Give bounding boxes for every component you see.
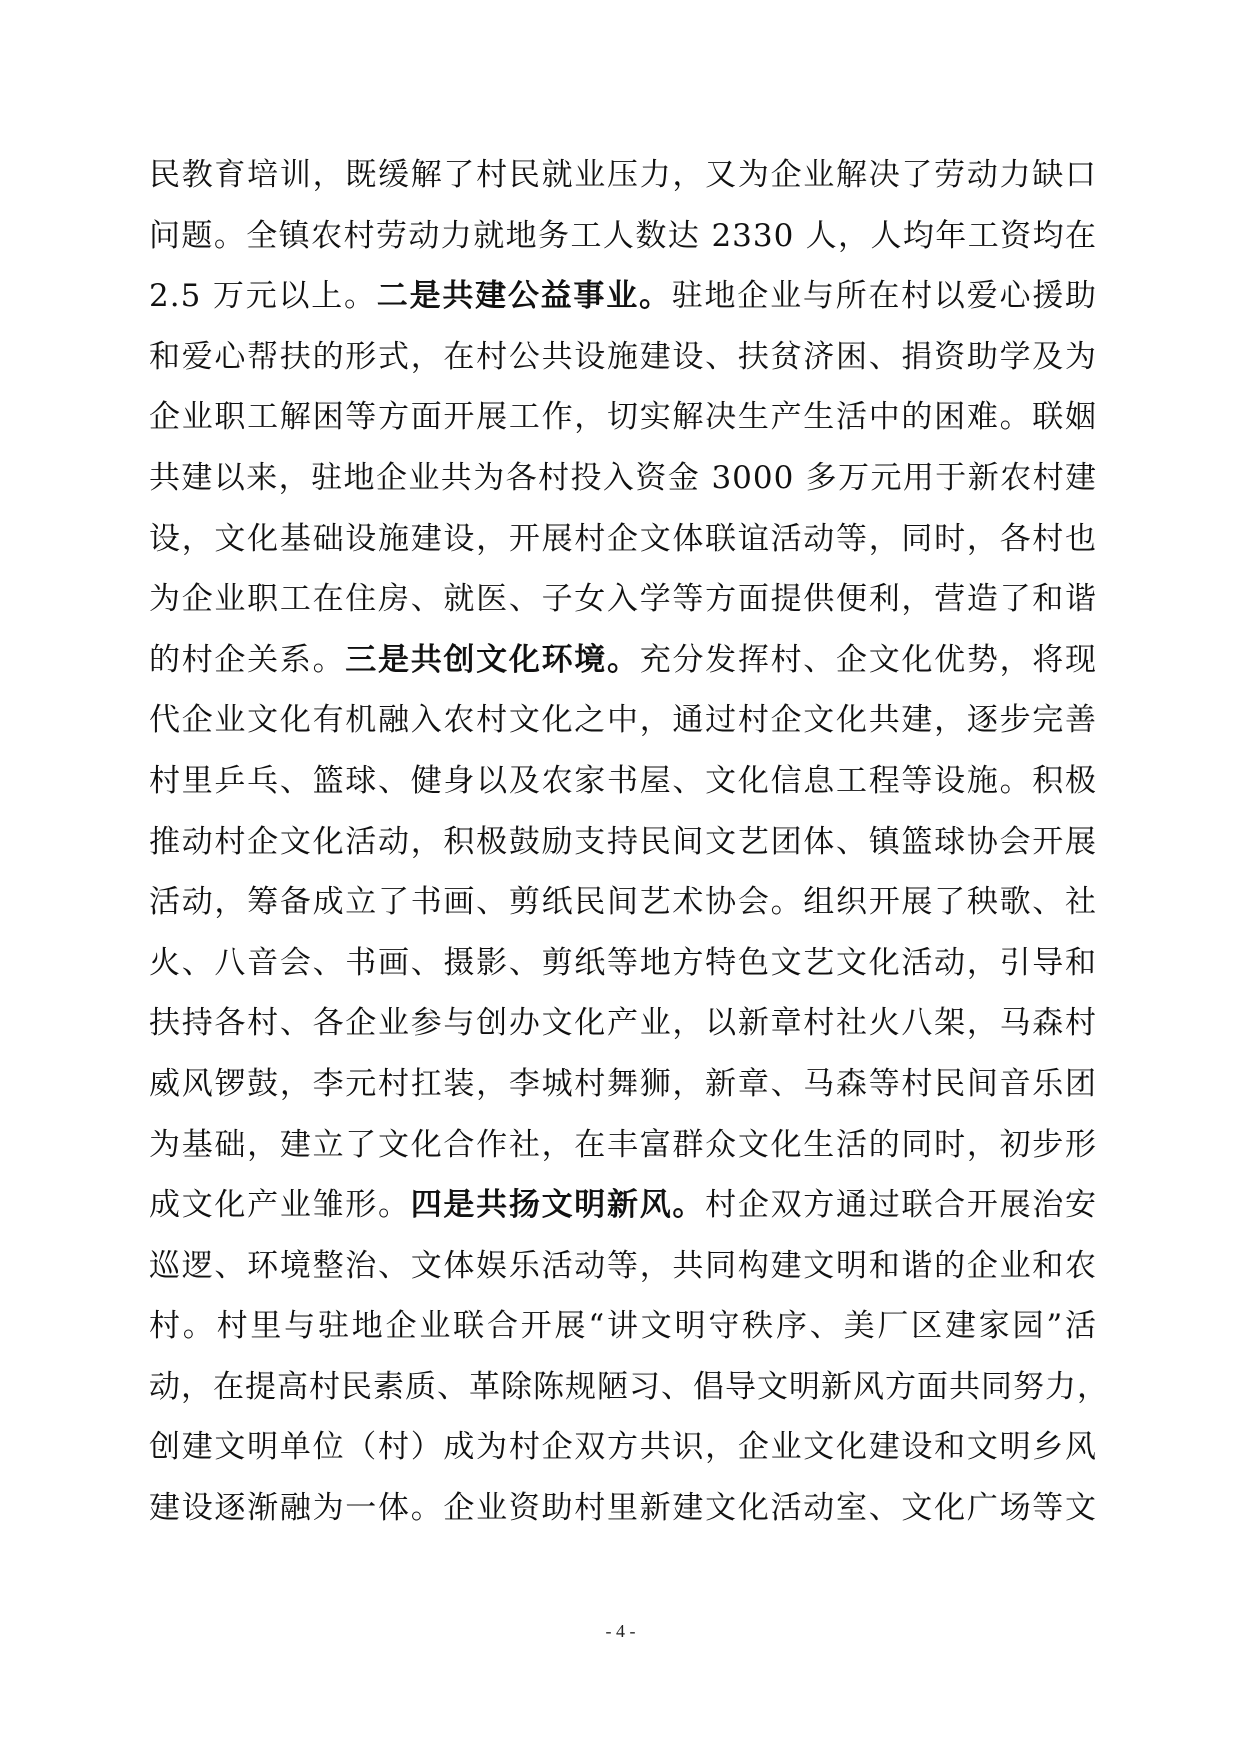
- text-segment: 动，在提高村民素质、革除陈规陋习、倡导文明新风方面共同努力，: [149, 1368, 1109, 1405]
- text-line: [149, 933, 1097, 994]
- text-line: [149, 206, 1097, 267]
- text-segment: 共建以来，驻地企业共为各村投入资金 3000 多万元用于新农村建: [149, 459, 1097, 496]
- text-segment: 扶持各村、各企业参与创办文化产业，以新章村社火八架，马森村: [149, 1005, 1097, 1042]
- text-segment: 充分发挥村、企文化优势，将现: [639, 641, 1098, 678]
- text-line: [149, 872, 1097, 933]
- bold-heading-phrase: 二是共建公益事业。: [376, 278, 672, 315]
- text-line: [149, 1054, 1097, 1115]
- text-line: [149, 690, 1097, 751]
- text-segment: 和爱心帮扶的形式，在村公共设施建设、扶贫济困、捐资助学及为: [149, 338, 1097, 375]
- text-segment: 为基础，建立了文化合作社，在丰富群众文化生活的同时，初步形: [149, 1126, 1097, 1163]
- text-line: [149, 812, 1097, 873]
- text-line: [149, 993, 1097, 1054]
- text-line: [149, 751, 1097, 812]
- text-segment: 活动，筹备成立了书画、剪纸民间艺术协会。组织开展了秧歌、社: [149, 884, 1097, 921]
- text-segment: 成文化产业雏形。: [149, 1187, 411, 1224]
- text-segment: 威风锣鼓，李元村扛装，李城村舞狮，新章、马森等村民间音乐团: [149, 1065, 1097, 1102]
- text-segment: 民教育培训，既缓解了村民就业压力，又为企业解决了劳动力缺口: [149, 157, 1097, 193]
- text-line: [149, 1478, 1097, 1539]
- document-body: [149, 145, 1109, 1539]
- text-line: [149, 509, 1097, 570]
- text-segment: 为企业职工在住房、就医、子女入学等方面提供便利，营造了和谐: [149, 581, 1097, 618]
- text-segment: 的村企关系。: [149, 641, 346, 678]
- text-line: [149, 1115, 1097, 1176]
- text-line: [149, 569, 1097, 630]
- text-line: [149, 448, 1097, 509]
- text-line: [149, 387, 1097, 448]
- text-segment: 建设逐渐融为一体。企业资助村里新建文化活动室、文化广场等文: [149, 1490, 1097, 1527]
- text-line: [149, 630, 1097, 691]
- text-segment: 村企双方通过联合开展治安: [705, 1187, 1098, 1224]
- text-segment: 村。村里与驻地企业联合开展“讲文明守秩序、美厂区建家园”活: [149, 1308, 1097, 1345]
- text-line: [149, 1417, 1097, 1478]
- text-segment: 创建文明单位（村）成为村企双方共识，企业文化建设和文明乡风: [149, 1429, 1097, 1466]
- page-number: - 4 -: [605, 1621, 636, 1641]
- text-segment: 代企业文化有机融入农村文化之中，通过村企文化共建，逐步完善: [149, 702, 1097, 739]
- text-segment: 企业职工解困等方面开展工作，切实解决生产生活中的困难。联姻: [149, 399, 1097, 436]
- text-segment: 巡逻、环境整治、文体娱乐活动等，共同构建文明和谐的企业和农: [149, 1247, 1097, 1284]
- text-line: [149, 145, 1097, 206]
- text-segment: 问题。全镇农村劳动力就地务工人数达 2330 人，人均年工资均在: [149, 217, 1097, 254]
- bold-heading-phrase: 四是共扬文明新风。: [410, 1187, 706, 1224]
- text-segment: 2.5 万元以上。: [149, 278, 377, 315]
- text-line: [149, 1357, 1109, 1418]
- text-line: [149, 1175, 1097, 1236]
- text-segment: 驻地企业与所在村以爱心援助: [671, 278, 1098, 315]
- text-segment: 火、八音会、书画、摄影、剪纸等地方特色文艺文化活动，引导和: [149, 944, 1097, 981]
- bold-heading-phrase: 三是共创文化环境。: [345, 641, 640, 678]
- text-segment: 村里乒乓、篮球、健身以及农家书屋、文化信息工程等设施。积极: [149, 762, 1097, 799]
- text-line: [149, 266, 1097, 327]
- text-line: [149, 1236, 1097, 1297]
- text-segment: 推动村企文化活动，积极鼓励支持民间文艺团体、镇篮球协会开展: [149, 823, 1097, 860]
- text-line: [149, 1296, 1097, 1357]
- text-segment: 设，文化基础设施建设，开展村企文体联谊活动等，同时，各村也: [149, 520, 1097, 557]
- text-line: [149, 327, 1097, 388]
